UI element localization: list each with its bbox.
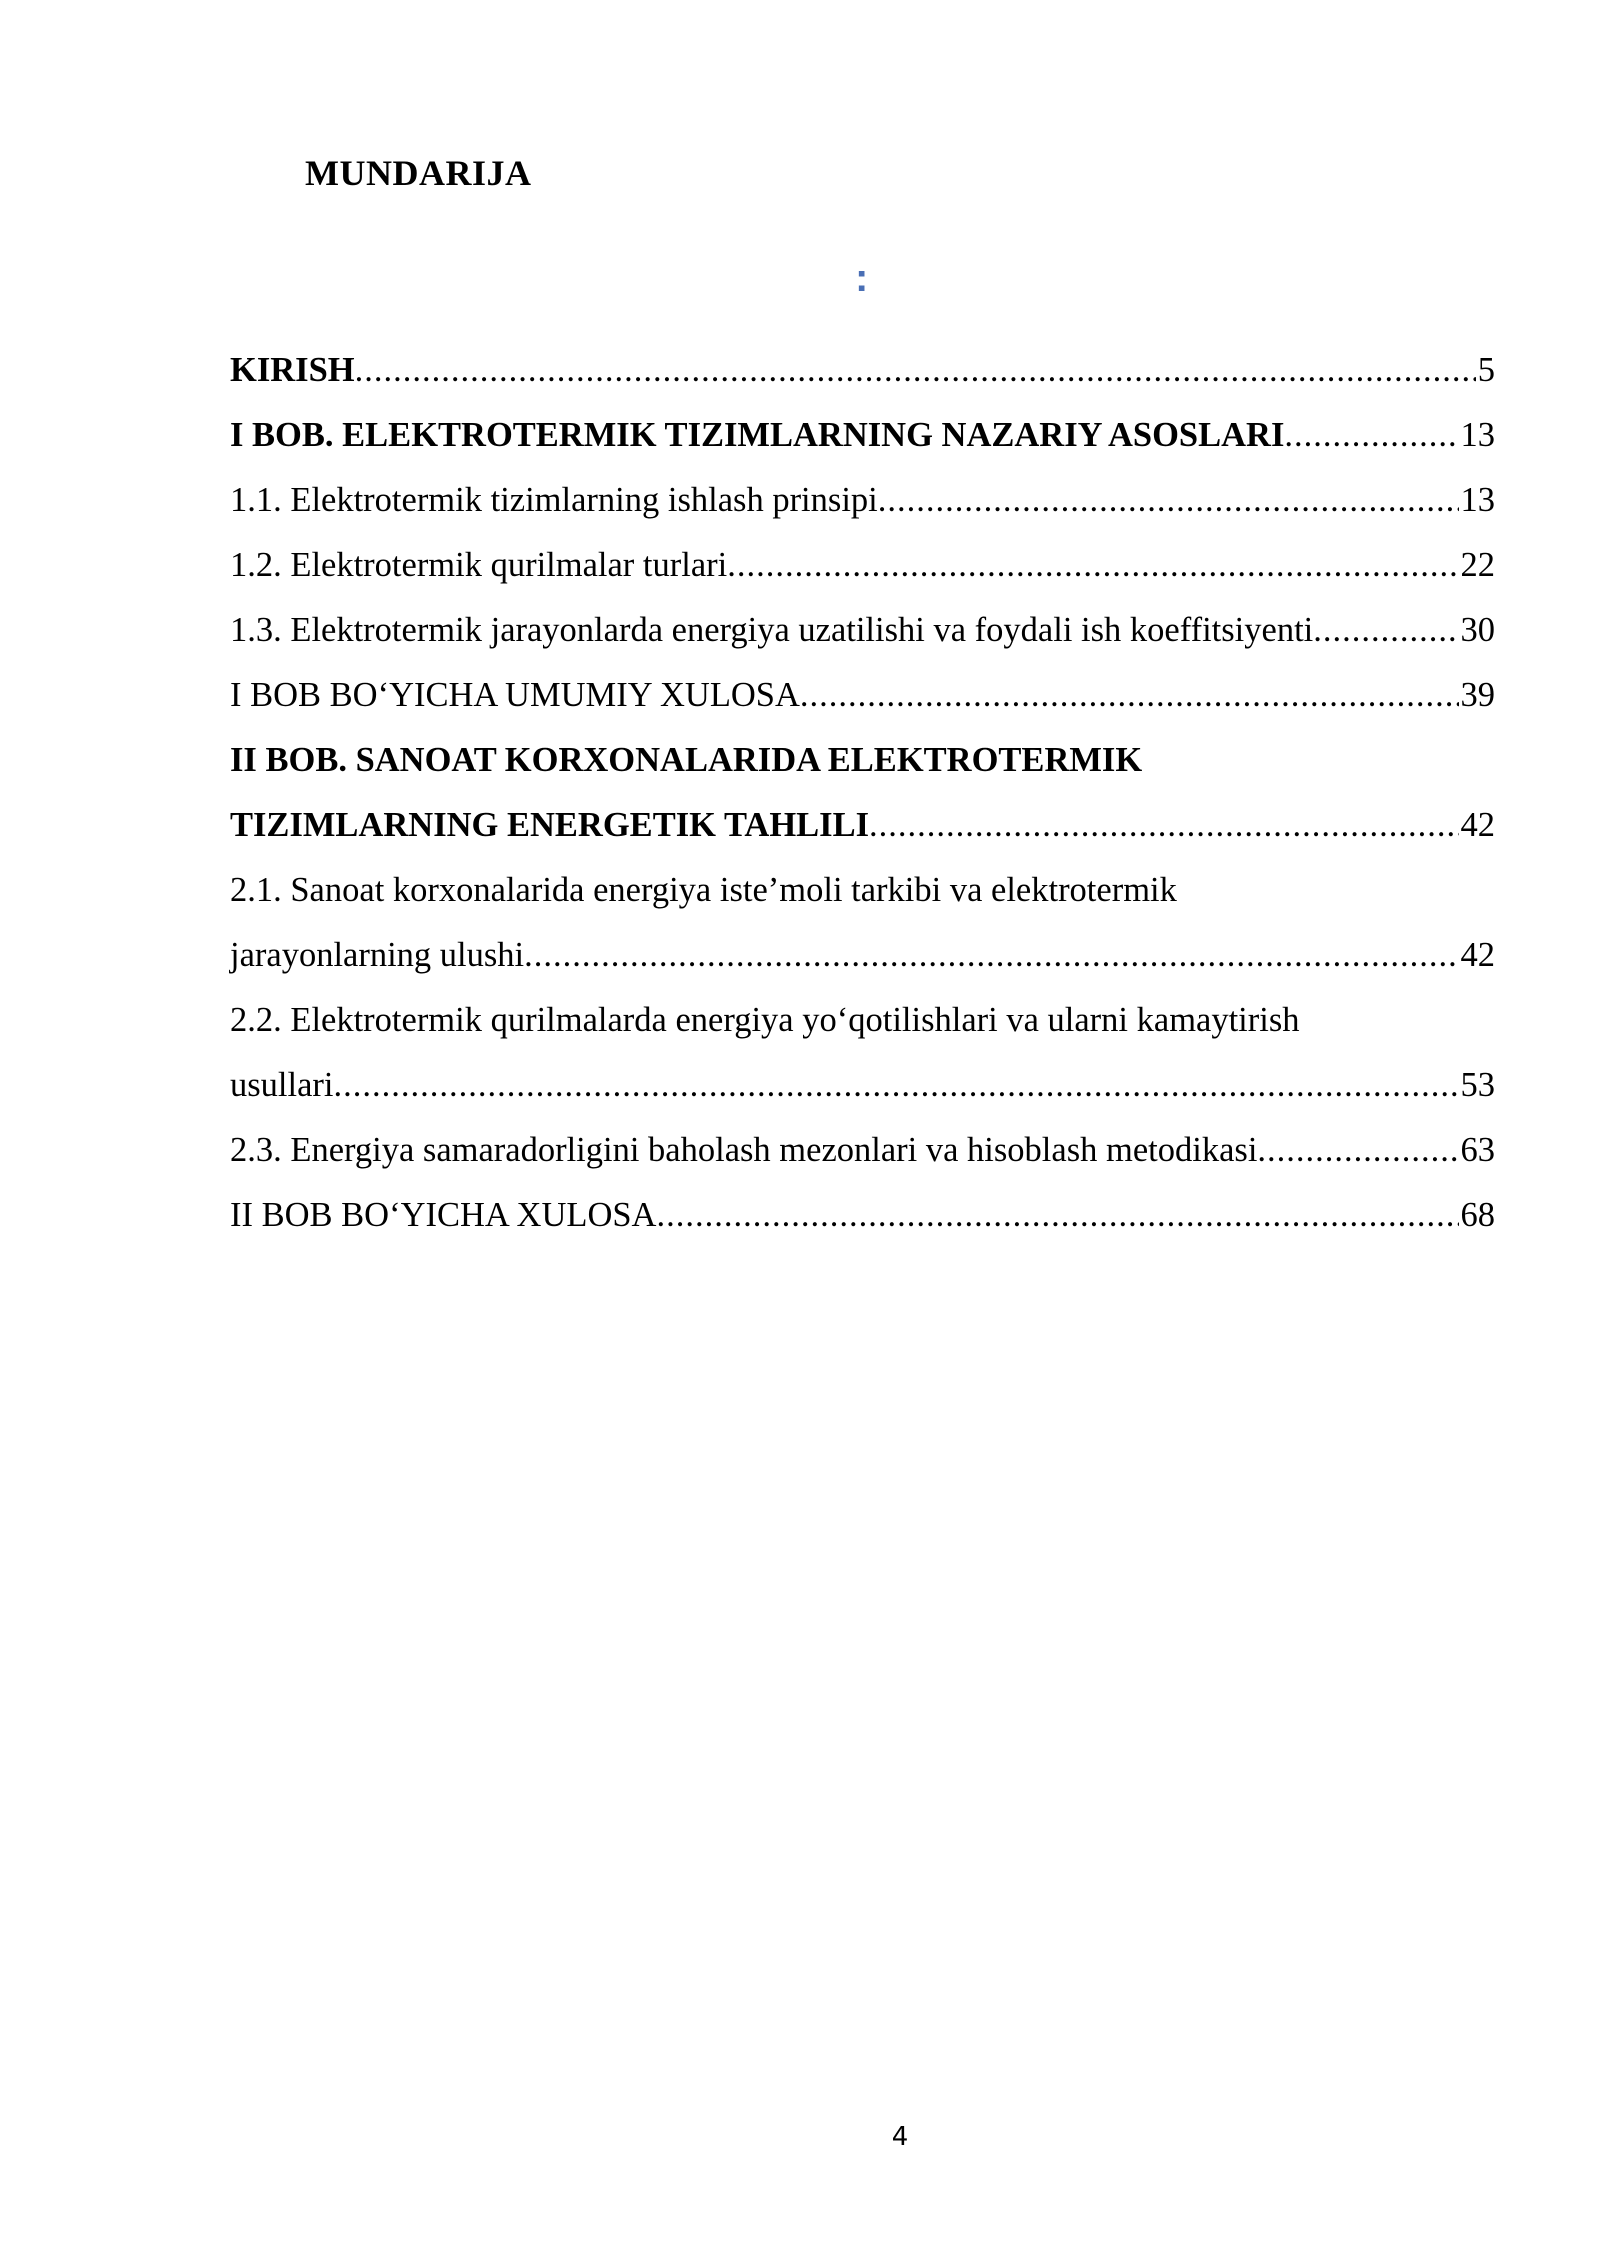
toc-entry-page: 22 <box>1460 546 1495 584</box>
toc-entry[interactable] <box>230 598 1495 663</box>
toc-entry-title: 1.3. Elektrotermik jarayonlarda energiya uzatilishi va foydali ish koeffitsiyenti <box>230 611 1314 649</box>
toc-entry-title: 2.1. Sanoat korxonalarida energiya iste’moli tarkibi va elektrotermik <box>230 871 1177 909</box>
colon-mark: : <box>855 256 869 300</box>
toc-entry-title: II BOB. SANOAT KORXONALARIDA ELEKTROTERMIK <box>230 741 1143 779</box>
toc-entry-page: 42 <box>1460 806 1495 844</box>
toc-entry-page: 39 <box>1460 676 1495 714</box>
toc-dot-leader <box>524 923 1458 988</box>
toc-entry-title: TIZIMLARNING ENERGETIK TAHLILI <box>230 806 870 844</box>
toc-dot-leader <box>1257 1118 1458 1183</box>
toc-entry[interactable] <box>230 1053 1495 1118</box>
toc-entry[interactable] <box>230 858 1495 923</box>
toc-entry-title: 2.2. Elektrotermik qurilmalarda energiya yo‘qotilishlari va ularni kamaytirish <box>230 1001 1300 1039</box>
toc-entry[interactable] <box>230 793 1495 858</box>
toc-entry-page: 5 <box>1477 351 1495 389</box>
toc-dot-leader <box>1313 598 1458 663</box>
table-of-contents <box>230 338 1495 1248</box>
toc-entry[interactable] <box>230 533 1495 598</box>
toc-entry-title: 2.3. Energiya samaradorligini baholash mezonlari va hisoblash metodikasi <box>230 1131 1258 1169</box>
toc-entry-title: 1.1. Elektrotermik tizimlarning ishlash prinsipi <box>230 481 878 519</box>
toc-entry[interactable] <box>230 1183 1495 1248</box>
toc-entry-title: usullari <box>230 1066 334 1104</box>
toc-entry[interactable] <box>230 338 1495 403</box>
toc-dot-leader <box>727 533 1458 598</box>
toc-dot-leader <box>869 793 1458 858</box>
toc-entry-page: 13 <box>1460 416 1495 454</box>
toc-entry-page: 63 <box>1460 1131 1495 1169</box>
toc-entry-page: 13 <box>1460 481 1495 519</box>
toc-entry-title: 1.2. Elektrotermik qurilmalar turlari <box>230 546 728 584</box>
toc-entry[interactable] <box>230 1118 1495 1183</box>
toc-entry-title: II BOB BO‘YICHA XULOSA <box>230 1196 657 1234</box>
toc-dot-leader <box>878 468 1459 533</box>
toc-entry[interactable] <box>230 988 1495 1053</box>
toc-entry-page: 30 <box>1460 611 1495 649</box>
toc-entry-title: KIRISH <box>230 351 355 389</box>
toc-entry-page: 53 <box>1460 1066 1495 1104</box>
toc-entry[interactable] <box>230 468 1495 533</box>
toc-dot-leader <box>333 1053 1458 1118</box>
toc-dot-leader <box>800 663 1459 728</box>
toc-entry[interactable] <box>230 728 1495 793</box>
toc-entry[interactable] <box>230 923 1495 988</box>
toc-dot-leader <box>1284 403 1458 468</box>
page-number: 4 <box>891 2122 909 2152</box>
toc-heading: MUNDARIJA <box>305 153 532 193</box>
toc-entry[interactable] <box>230 403 1495 468</box>
toc-entry-title: I BOB. ELEKTROTERMIK TIZIMLARNING NAZARIY ASOSLARI <box>230 416 1285 454</box>
toc-entry-title: I BOB BO‘YICHA UMUMIY XULOSA <box>230 676 800 714</box>
toc-entry-page: 68 <box>1460 1196 1495 1234</box>
toc-dot-leader <box>656 1183 1458 1248</box>
toc-dot-leader <box>355 338 1476 403</box>
toc-entry[interactable] <box>230 663 1495 728</box>
toc-entry-page: 42 <box>1460 936 1495 974</box>
toc-entry-title: jarayonlarning ulushi <box>230 936 525 974</box>
